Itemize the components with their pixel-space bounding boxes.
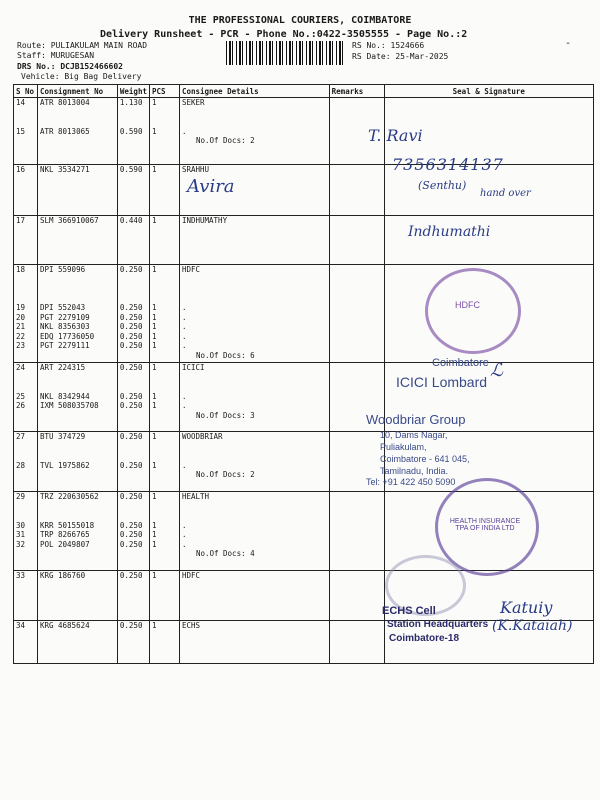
cell-pcs — [149, 571, 179, 621]
cell-line: 1 — [151, 216, 157, 225]
cell-line: 1 — [151, 460, 157, 470]
cell-line: 29 — [16, 492, 26, 501]
cell-line — [40, 511, 115, 521]
cell-wt — [117, 363, 149, 432]
cell-consignee — [179, 363, 329, 432]
cell-line — [120, 511, 147, 521]
cell-pcs — [149, 216, 179, 265]
staff: Staff: MURUGESAN — [17, 51, 95, 60]
cell-cn — [37, 265, 117, 363]
cell-wt — [117, 265, 149, 363]
echs-stamp-2: Station Headquarters — [387, 619, 489, 630]
cell-line: 1 — [151, 571, 157, 580]
cell-line: 15 — [16, 126, 26, 136]
cell-consignee — [179, 432, 329, 492]
cell-line: 0.250 — [119, 530, 143, 539]
cell-line: 27 — [16, 432, 26, 441]
cell-line: 1 — [151, 621, 157, 630]
cell-line: . — [181, 460, 187, 470]
cell-consignee — [179, 492, 329, 571]
cell-line: INDHUMATHY — [181, 216, 228, 225]
cell-line — [152, 511, 177, 521]
cell-line: . — [181, 322, 187, 331]
col-pcs: PCS — [149, 85, 179, 98]
cell-line: 33 — [16, 571, 26, 580]
cell-line — [120, 108, 147, 118]
cell-wt — [117, 432, 149, 492]
cell-line: EDQ 17736050 — [39, 331, 95, 341]
cell-line: 1 — [151, 401, 157, 410]
cell-cn — [37, 165, 117, 216]
cell-line: 0.590 — [119, 126, 143, 136]
cell-line: 0.250 — [119, 341, 143, 350]
cell-line: 0.250 — [119, 401, 143, 410]
cell-line — [152, 284, 177, 294]
cell-line: 1 — [151, 331, 157, 341]
handwritten-phone: 7356314137 — [392, 155, 504, 174]
cell-line: 22 — [16, 331, 26, 341]
cell-cn — [37, 98, 117, 165]
cell-line — [182, 108, 327, 118]
cell-line: . — [181, 312, 187, 322]
cell-line — [16, 502, 35, 512]
cell-line: SRAHHU — [181, 165, 210, 174]
signature-34-name: (K.Kataiah) — [492, 618, 573, 634]
cell-line — [152, 117, 177, 127]
cell-line: SLM 366910067 — [39, 216, 99, 225]
signature-34: Katuiy — [500, 598, 553, 617]
cell-line: 24 — [16, 363, 26, 372]
docs-count: No.Of Docs: 6 — [195, 350, 255, 360]
cell-line — [40, 108, 115, 118]
cell-line: 0.250 — [119, 331, 143, 341]
cell-line — [120, 442, 147, 452]
cell-remarks — [329, 216, 384, 265]
cell-sno — [14, 98, 38, 165]
cell-line: . — [181, 539, 187, 549]
cell-line: 21 — [16, 322, 26, 331]
cell-line: 0.250 — [119, 432, 143, 441]
cell-sno — [14, 571, 38, 621]
cell-line — [182, 294, 327, 304]
cell-line — [40, 373, 115, 383]
runsheet-title: Delivery Runsheet - PCR - Phone No.:0422-3505555 - Page No.:2 — [100, 29, 468, 40]
cell-line: 1 — [151, 492, 157, 501]
cell-line: 0.440 — [119, 216, 143, 225]
cell-line: 1 — [151, 391, 157, 401]
cell-line: SEKER — [181, 98, 205, 107]
cell-pcs — [149, 432, 179, 492]
cell-line: ECHS — [181, 621, 200, 630]
col-consignee: Consignee Details — [179, 85, 329, 98]
cell-line — [40, 117, 115, 127]
woodbriar-l4: Tamilnadu, India. — [380, 466, 449, 476]
cell-line: 1 — [151, 520, 157, 530]
echs-stamp-3: Coimbatore-18 — [389, 633, 460, 644]
cell-line: 1 — [151, 539, 157, 549]
cell-wt — [117, 216, 149, 265]
cell-line: 1 — [151, 265, 157, 274]
cell-line — [16, 275, 35, 285]
cell-line — [120, 502, 147, 512]
cell-line: NKL 8342944 — [39, 391, 90, 401]
cell-consignee — [179, 621, 329, 664]
cell-line: HEALTH — [181, 492, 210, 501]
cell-line — [152, 108, 177, 118]
woodbriar-l1: 10, Dams Nagar, — [380, 430, 448, 440]
woodbriar-l5: Tel: +91 422 450 5090 — [366, 477, 456, 487]
cell-line — [40, 275, 115, 285]
table-row — [14, 98, 594, 165]
cell-line — [40, 451, 115, 461]
col-consignment: Consignment No — [37, 85, 117, 98]
cell-wt — [117, 165, 149, 216]
cell-consignee — [179, 265, 329, 363]
col-remarks: Remarks — [329, 85, 384, 98]
cell-pcs — [149, 98, 179, 165]
cell-line: POL 2049807 — [39, 539, 90, 549]
cell-line — [152, 502, 177, 512]
cell-seal — [384, 216, 593, 265]
cell-sno — [14, 621, 38, 664]
cell-line — [182, 284, 327, 294]
cell-line: TRZ 220630562 — [39, 492, 99, 501]
cell-pcs — [149, 363, 179, 432]
handwritten-name-17: Indhumathi — [408, 224, 491, 240]
cell-line: . — [181, 331, 187, 341]
cell-line — [16, 284, 35, 294]
cell-line — [182, 511, 327, 521]
cell-line — [120, 382, 147, 392]
cell-line: DPI 559096 — [39, 265, 86, 274]
cell-cn — [37, 492, 117, 571]
cell-consignee — [179, 216, 329, 265]
cell-pcs — [149, 492, 179, 571]
cell-line: 0.250 — [119, 322, 143, 331]
cell-line: 20 — [16, 312, 26, 322]
cell-line: 1 — [151, 303, 157, 312]
cell-line — [120, 275, 147, 285]
cell-consignee — [179, 98, 329, 165]
cell-sno — [14, 165, 38, 216]
cell-line: . — [181, 530, 187, 539]
cell-cn — [37, 571, 117, 621]
cell-line — [16, 442, 35, 452]
health-stamp-text: HEALTH INSURANCE TPA OF INDIA LTD — [449, 518, 521, 532]
rs-no: RS No.: 1524666 — [352, 41, 425, 50]
cell-line: 1 — [151, 322, 157, 331]
docs-count: No.Of Docs: 4 — [195, 549, 255, 558]
cell-sno — [14, 216, 38, 265]
cell-line — [182, 117, 327, 127]
cell-sno — [14, 492, 38, 571]
cell-line: . — [181, 520, 187, 530]
cell-line: 1 — [151, 126, 157, 136]
cell-line — [40, 294, 115, 304]
cell-line: 0.250 — [119, 363, 143, 372]
cell-line: KRG 4685624 — [39, 621, 90, 630]
rs-date: RS Date: 25-Mar-2025 — [352, 52, 449, 61]
cell-line: 0.250 — [119, 265, 143, 274]
cell-line — [120, 117, 147, 127]
cell-pcs — [149, 165, 179, 216]
cell-line: 0.250 — [119, 492, 143, 501]
corner-mark: - — [565, 38, 572, 49]
cell-line — [182, 442, 327, 452]
cell-line: 0.250 — [119, 621, 143, 630]
cell-wt — [117, 492, 149, 571]
cell-line: 28 — [16, 460, 26, 470]
cell-line: TRP 8266765 — [39, 530, 90, 539]
company-title: THE PROFESSIONAL COURIERS, COIMBATORE — [188, 15, 412, 26]
cell-line: ATR 8013065 — [39, 126, 90, 136]
barcode — [226, 41, 344, 65]
cell-line: . — [181, 391, 187, 401]
icici-city: Coimbatore — [432, 357, 489, 369]
cell-line — [120, 451, 147, 461]
cell-line: . — [181, 401, 187, 410]
docs-count: No.Of Docs: 2 — [195, 470, 255, 479]
cell-line: 1 — [151, 312, 157, 322]
cell-line — [152, 382, 177, 392]
docs-count: No.Of Docs: 2 — [195, 136, 255, 145]
cell-line: 32 — [16, 539, 26, 549]
hdfc-stamp-1-text: HDFC — [455, 300, 480, 310]
hdfc-stamp-1 — [425, 268, 521, 354]
cell-line: NKL 8356303 — [39, 322, 90, 331]
table-row — [14, 216, 594, 265]
cell-line — [182, 502, 327, 512]
cell-wt — [117, 621, 149, 664]
cell-consignee — [179, 571, 329, 621]
cell-line — [120, 373, 147, 383]
cell-line: 1 — [151, 98, 157, 107]
cell-line — [16, 117, 35, 127]
route: Route: PULIAKULAM MAIN ROAD — [17, 41, 148, 50]
cell-line: 0.250 — [119, 520, 143, 530]
cell-pcs — [149, 265, 179, 363]
cell-line: 1.130 — [119, 98, 143, 107]
woodbriar-stamp-title: Woodbriar Group — [366, 412, 466, 427]
cell-line: 0.250 — [119, 391, 143, 401]
woodbriar-l3: Coimbatore - 641 045, — [380, 454, 470, 464]
runsheet-table — [13, 84, 594, 664]
cell-line — [182, 275, 327, 285]
cell-cn — [37, 363, 117, 432]
cell-line: . — [181, 303, 187, 312]
cell-line: IXM 508035708 — [39, 401, 99, 410]
cell-sno — [14, 363, 38, 432]
cell-line — [40, 502, 115, 512]
drs-no: DRS No.: DCJB152466602 — [17, 62, 123, 71]
cell-line: . — [181, 341, 187, 350]
cell-line — [40, 382, 115, 392]
cell-line — [120, 294, 147, 304]
cell-pcs — [149, 621, 179, 664]
cell-line: 1 — [151, 341, 157, 350]
cell-line — [16, 294, 35, 304]
cell-line — [152, 275, 177, 285]
cell-line: ICICI — [181, 363, 205, 372]
cell-line: KRG 186760 — [39, 571, 86, 580]
cell-line — [152, 373, 177, 383]
cell-line: 19 — [16, 303, 26, 312]
handwritten-note-a: (Senthu) — [418, 179, 467, 192]
cell-line: HDFC — [181, 571, 200, 580]
cell-line: ART 224315 — [39, 363, 86, 372]
cell-wt — [117, 98, 149, 165]
cell-line: 14 — [16, 98, 26, 107]
cell-line: 0.250 — [119, 539, 143, 549]
col-seal: Seal & Signature — [384, 85, 593, 98]
cell-line: WOODBRIAR — [181, 432, 223, 441]
cell-line — [182, 373, 327, 383]
cell-line: 1 — [151, 432, 157, 441]
cell-remarks — [329, 571, 384, 621]
cell-line: TVL 1975862 — [39, 460, 90, 470]
table-header-row — [14, 85, 594, 98]
cell-line — [16, 108, 35, 118]
cell-line: 0.250 — [119, 303, 143, 312]
cell-line: 0.590 — [119, 165, 143, 174]
docs-count: No.Of Docs: 3 — [195, 410, 255, 420]
cell-line — [152, 294, 177, 304]
cell-line: 30 — [16, 520, 26, 530]
cell-line: 0.250 — [119, 571, 143, 580]
cell-line: DPI 552043 — [39, 303, 86, 312]
cell-line: . — [181, 126, 187, 136]
cell-line: 34 — [16, 621, 26, 630]
cell-line — [40, 284, 115, 294]
cell-line: 18 — [16, 265, 26, 274]
cell-line — [182, 382, 327, 392]
cell-line: 0.250 — [119, 312, 143, 322]
cell-line: NKL 3534271 — [39, 165, 90, 174]
cell-line: 16 — [16, 165, 26, 174]
cell-line: 0.250 — [119, 460, 143, 470]
cell-line: 1 — [151, 530, 157, 539]
table-row — [14, 363, 594, 432]
cell-line — [16, 373, 35, 383]
cell-line: BTU 374729 — [39, 432, 86, 441]
col-sno: S No — [14, 85, 38, 98]
cell-line — [152, 451, 177, 461]
cell-line: ATR 8013004 — [39, 98, 90, 107]
cell-line: 25 — [16, 391, 26, 401]
col-weight: Weight — [117, 85, 149, 98]
cell-line — [120, 284, 147, 294]
cell-line — [16, 451, 35, 461]
cell-line: 1 — [151, 363, 157, 372]
cell-line: 26 — [16, 401, 26, 410]
cell-cn — [37, 216, 117, 265]
signature-15: T. Ravi — [368, 126, 423, 145]
cell-sno — [14, 265, 38, 363]
cell-remarks — [329, 265, 384, 363]
cell-line: PGT 2279109 — [39, 312, 90, 322]
cell-remarks — [329, 621, 384, 664]
cell-line: 1 — [151, 165, 157, 174]
icici-stamp: ICICI Lombard — [396, 374, 488, 390]
vehicle: Vehicle: Big Bag Delivery — [21, 72, 142, 81]
echs-stamp-1: ECHS Cell — [382, 605, 436, 617]
woodbriar-l2: Puliakulam, — [380, 442, 427, 452]
signature-24: ℒ — [490, 360, 503, 381]
cell-line — [40, 442, 115, 452]
cell-line: KRR 50155018 — [39, 520, 95, 530]
cell-sno — [14, 432, 38, 492]
cell-line: PGT 2279111 — [39, 341, 90, 350]
cell-line — [16, 511, 35, 521]
cell-line: 23 — [16, 341, 26, 350]
cell-wt — [117, 571, 149, 621]
cell-line — [16, 382, 35, 392]
handwritten-name-16: Avira — [187, 176, 235, 197]
cell-remarks — [329, 165, 384, 216]
cell-cn — [37, 432, 117, 492]
cell-line: 31 — [16, 530, 26, 539]
cell-cn — [37, 621, 117, 664]
cell-remarks — [329, 492, 384, 571]
handwritten-note-b: hand over — [480, 188, 531, 199]
cell-line: HDFC — [181, 265, 200, 274]
cell-line — [152, 442, 177, 452]
cell-line — [182, 451, 327, 461]
cell-line: 17 — [16, 216, 26, 225]
